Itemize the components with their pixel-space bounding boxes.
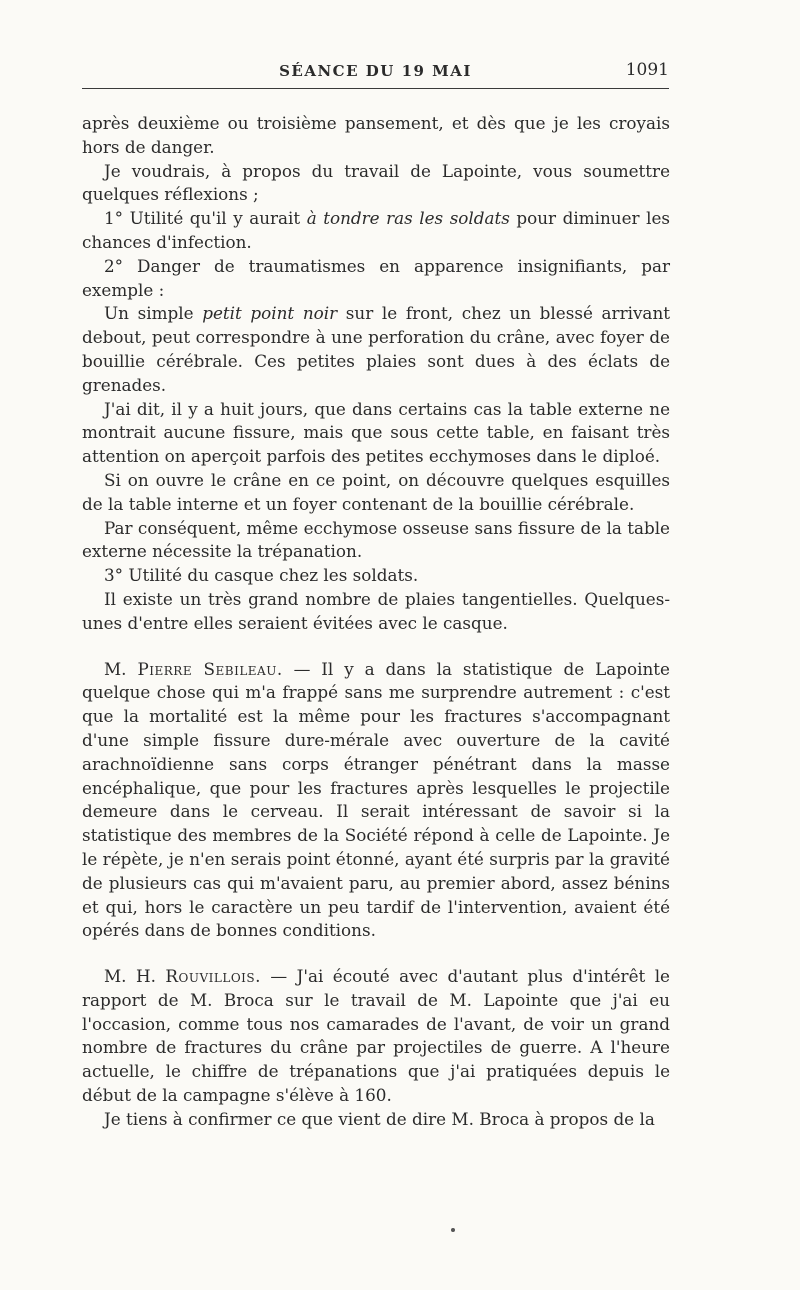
paragraph: Si on ouvre le crâne en ce point, on découvre quelques esquilles de la table interne et un foyer contenant de la bouillie cérébrale. (82, 469, 670, 514)
text-run: — J'ai écouté avec d'autant plus d'intérêt le rapport de M. Broca sur le travail de M. Lapointe que j'ai eu l'occasion, comme tous nos camarades de l'avant, de voir un grand nombre de fractures du crâne par projectiles de guerre. A l'heure actuelle, le chiffre de trépanations que j'ai pratiquées depuis le début de la campagne s'élève à 160. (82, 966, 670, 1106)
speaker-paragraph (82, 965, 670, 1108)
paragraph: Il existe un très grand nombre de plaies tangentielles. Quelques-unes d'entre elles seraient évitées avec le casque. (82, 588, 670, 633)
ink-dot-mark (451, 1228, 455, 1232)
speaker-paragraph (82, 658, 670, 944)
text-run: sur le front, chez un blessé arrivant debout, peut correspondre à une perforation du crâne, avec foyer de bouillie cérébrale. Ces petites plaies sont dues à des éclats de grenades. (82, 303, 670, 395)
text-run: 1° Utilité qu'il y aurait (104, 208, 307, 229)
paragraph: Par conséquent, même ecchymose osseuse sans fissure de la table externe nécessite la trépanation. (82, 517, 670, 562)
paragraph: Je tiens à confirmer ce que vient de dire M. Broca à propos de la (104, 1108, 655, 1129)
speaker-prefix: M. (104, 658, 138, 679)
running-title: SÉANCE DU 19 MAI (279, 62, 472, 80)
text-run: pour diminuer les chances d'infection. (82, 208, 670, 252)
paragraph (82, 302, 670, 397)
italic-text: à tondre ras les soldats (306, 208, 510, 229)
speaker-prefix: M. H. (104, 966, 166, 987)
italic-text: petit point noir (202, 303, 338, 324)
paragraph: après deuxième ou troisième pansement, et dès que je les croyais hors de danger. (82, 113, 670, 157)
paragraph: Je voudrais, à propos du travail de Lapointe, vous soumettre quelques réflexions ; (82, 160, 670, 205)
paragraph: J'ai dit, il y a huit jours, que dans certains cas la table externe ne montrait aucune fissure, mais que sous cette table, en faisant très attention on aperçoit parfois des petites ecchymoses dans le diploé. (82, 398, 670, 467)
speaker-name: Rouvillois. (165, 966, 261, 987)
text-run: Un simple (104, 303, 203, 324)
body-text (82, 112, 670, 1132)
paragraph (82, 207, 670, 255)
paragraph: 3° Utilité du casque chez les soldats. (104, 565, 419, 586)
page-number: 1091 (625, 60, 669, 80)
page-header (82, 58, 669, 89)
speaker-name: Pierre Sebileau. (137, 658, 283, 679)
text-run: — Il y a dans la statistique de Lapointe quelque chose qui m'a frappé sans me surprendre autrement : c'est que la mortalité est la même pour les fractures s'accompagnant d'une simple fissure dure-mérale avec ouverture de la cavité arachnoïdienne sans corps étranger pénétrant dans la masse encéphalique, que pour les fractures après lesquelles le projectile demeure dans le cerveau. Il serait intéressant de savoir si la statistique des membres de la Société répond à celle de Lapointe. Je le répète, je n'en serais point étonné, ayant été surpris par la gravité de plusieurs cas qui m'avaient paru, au premier abord, assez bénins et qui, hors le caractère un peu tardif de l'intervention, avaient été opérés dans de bonnes conditions. (82, 658, 670, 941)
paragraph: 2° Danger de traumatismes en apparence insignifiants, par exemple : (82, 255, 670, 300)
